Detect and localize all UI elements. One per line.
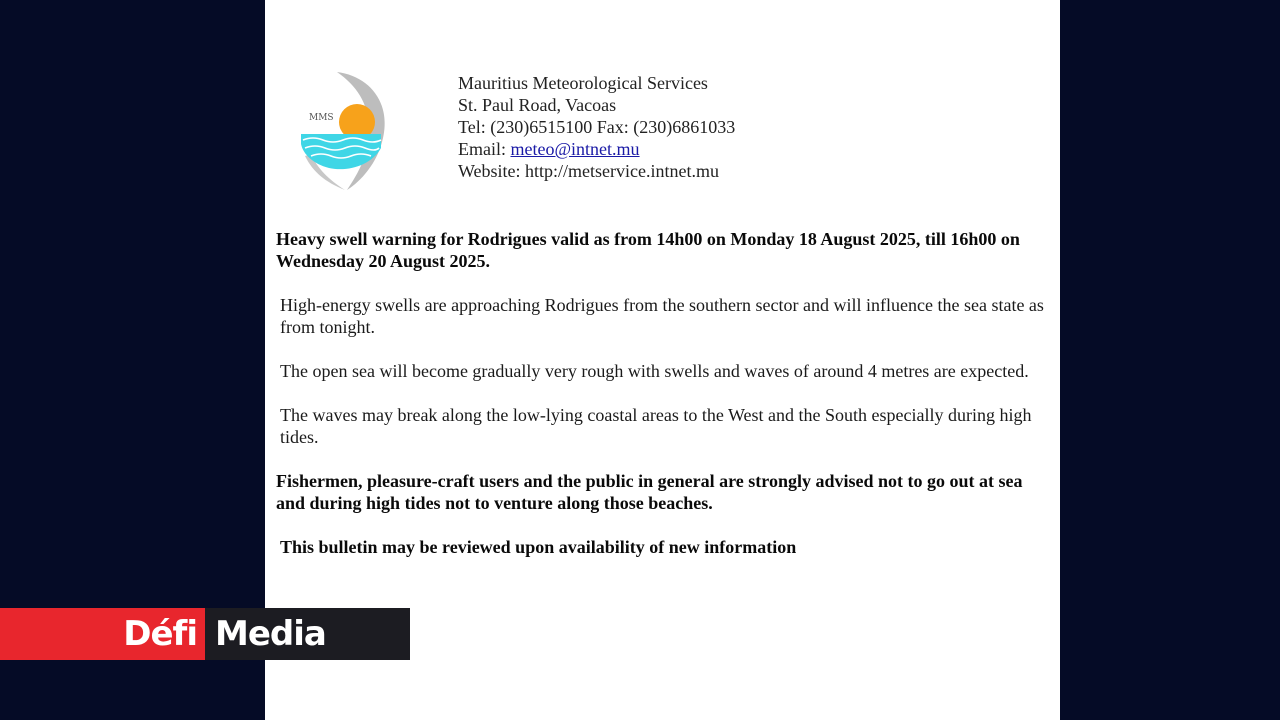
bulletin-footer-note: This bulletin may be reviewed upon availability of new information (280, 537, 797, 557)
org-phone-fax: Tel: (230)6515100 Fax: (230)6861033 (458, 117, 736, 137)
brand-part-media: Media (205, 608, 410, 660)
bulletin-body (276, 228, 1051, 580)
contact-block (458, 72, 735, 182)
defi-media-logo (0, 608, 410, 660)
org-email-line (458, 138, 735, 160)
brand-part-defi: Défi (0, 608, 205, 660)
bulletin-paragraph-swells: High-energy swells are approaching Rodrigues from the southern sector and will influence the sea state as from tonight. (280, 295, 1044, 337)
bulletin-title: Heavy swell warning for Rodrigues valid as from 14h00 on Monday 18 August 2025, till 16h00 on Wednesday 20 August 2025. (276, 229, 1020, 271)
email-label: Email: (458, 139, 511, 159)
logo-text: MMS (309, 113, 334, 123)
bulletin-paragraph-waves: The waves may break along the low-lying coastal areas to the West and the South especially during high tides. (280, 405, 1032, 447)
org-name: Mauritius Meteorological Services (458, 73, 708, 93)
org-website: Website: http://metservice.intnet.mu (458, 161, 719, 181)
org-address: St. Paul Road, Vacoas (458, 95, 617, 115)
email-link[interactable]: meteo@intnet.mu (510, 139, 640, 159)
bulletin-paragraph-sea-state: The open sea will become gradually very rough with swells and waves of around 4 metres are expected. (280, 361, 1029, 381)
bulletin-advice: Fishermen, pleasure-craft users and the public in general are strongly advised not to go out at sea and during high tides not to venture along those beaches. (276, 471, 1023, 513)
mms-logo-icon (299, 68, 389, 192)
